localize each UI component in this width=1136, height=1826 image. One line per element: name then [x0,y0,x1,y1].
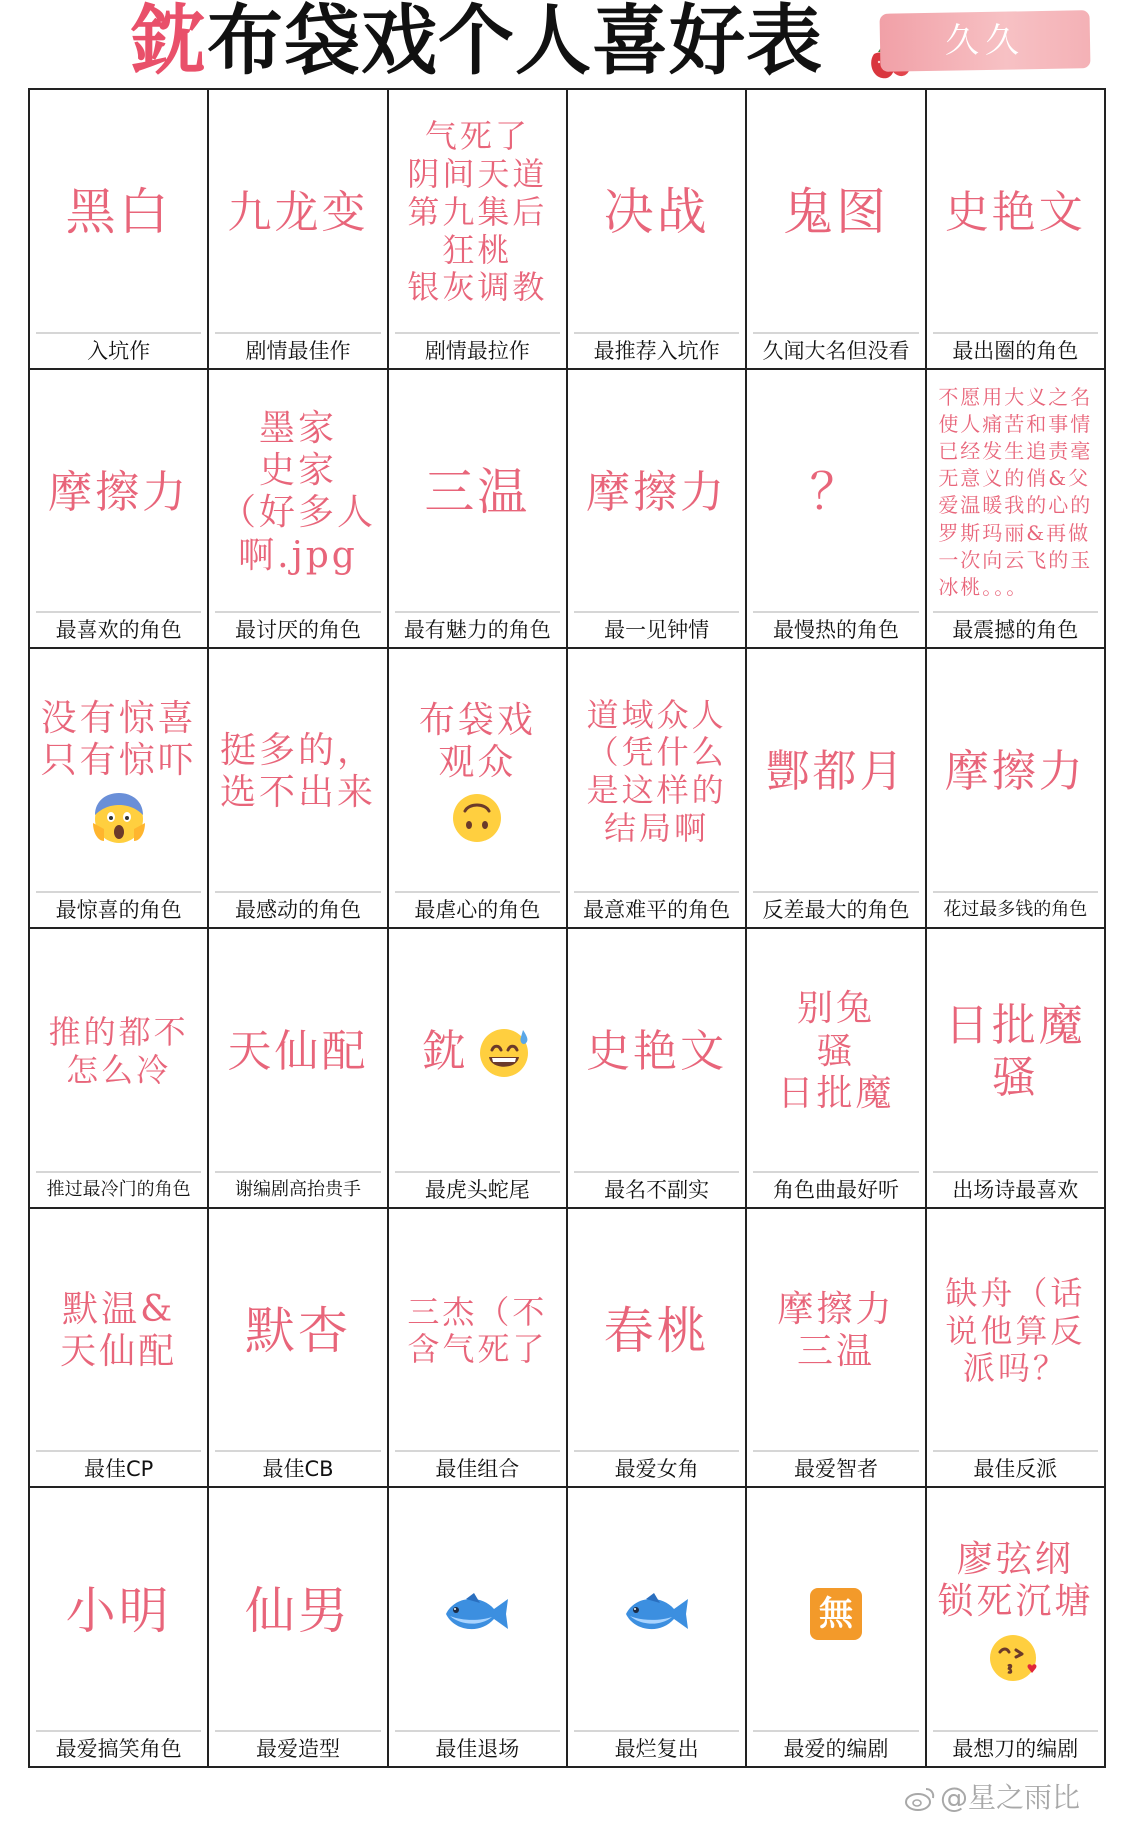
grid-cell [389,1488,568,1768]
cell-answer: 史艳文 [586,1025,728,1077]
cell-answer: 决战 [603,183,710,242]
grid-cell [747,649,926,929]
cell-label: 最有魅力的角色 [395,611,560,647]
cell-answer-area [747,1209,924,1451]
cell-answer-area [30,370,207,612]
cell-answer-area [927,1488,1104,1730]
cell-answer-area [747,929,924,1171]
cell-label: 最震撼的角色 [933,611,1098,647]
grid-cell [389,929,568,1209]
grid-cell [209,929,388,1209]
cell-answer-area [209,1488,386,1730]
page-title [130,0,823,86]
cell-answer-area [568,649,745,891]
cell-answer: 春桃 [603,1301,710,1360]
cell-label: 花过最多钱的角色 [933,891,1098,927]
watermark: @星之雨比 [940,1781,1081,1814]
title-highlight: 鈂 [130,0,207,85]
cell-answer: ？ [809,462,863,521]
grid-cell [927,1209,1106,1489]
cell-label: 最想刀的编剧 [933,1730,1098,1766]
cell-answer-area [927,370,1104,612]
cell-answer-area [747,1488,924,1730]
cell-answer: 鈂 [421,1025,469,1077]
mu-button-text: 無 [810,1588,862,1640]
grid-cell [30,1488,209,1768]
cell-answer: 默温& 天仙配 [60,1289,178,1373]
cell-label: 最虎头蛇尾 [395,1171,560,1207]
author-tag: 久久 [945,21,1025,61]
cell-answer-area [209,1209,386,1451]
grid-cell [927,370,1106,650]
scream-emoji [90,789,148,847]
cell-answer: 黑白 [65,183,172,242]
grid-cell [389,1209,568,1489]
grid-cell [30,1209,209,1489]
cell-answer-area [389,1209,566,1451]
cell-answer: 史艳文 [944,186,1086,238]
grid-cell [747,1488,926,1768]
grid-cell [747,929,926,1209]
upside-down-face-emoji [450,791,504,845]
cell-answer-area [568,1488,745,1730]
cell-answer-area [209,90,386,332]
grid-cell [568,370,747,650]
sweat-smile-emoji [477,1024,533,1080]
cell-answer: 仙男 [244,1581,351,1640]
grid-cell [747,90,926,370]
cell-answer-area [30,1488,207,1730]
cell-answer: 气死了 阴间天道 第九集后 狂桃 银灰调教 [407,117,548,307]
grid-cell [30,929,209,1209]
cell-answer-area [209,370,386,612]
grid-cell [209,1488,388,1768]
cell-answer: 没有惊喜 只有惊吓 [40,697,197,782]
fish-emoji [620,1589,694,1639]
cell-label: 最惊喜的角色 [36,891,201,927]
cell-answer-area [209,929,386,1171]
cell-label: 最佳CB [215,1450,380,1486]
preference-grid [28,88,1106,1768]
grid-cell [927,1488,1106,1768]
cell-answer-area [389,649,566,891]
weibo-icon [904,1786,936,1812]
grid-cell [389,649,568,929]
cell-answer-area [30,929,207,1171]
cell-answer: 九龙变 [227,186,369,238]
cell-answer: 日批魔 骚 [944,999,1086,1103]
cell-answer: 缺舟（话 说他算反 派吗？ [945,1273,1086,1388]
cell-answer: 廖弦纲 锁死沉塘 [937,1538,1094,1623]
cell-answer: 三温 [424,462,531,521]
grid-cell [209,370,388,650]
cell-label: 最佳退场 [395,1730,560,1766]
cell-answer-area [927,1209,1104,1451]
cell-answer: 别兔 骚 日批魔 [777,988,895,1115]
cell-label: 推过最冷门的角色 [36,1171,201,1207]
cell-label: 最佳组合 [395,1450,560,1486]
cell-answer: 摩擦力 [944,746,1086,798]
cell-label: 反差最大的角色 [753,891,918,927]
cell-answer-area [30,90,207,332]
cell-answer-area [389,370,566,612]
cell-label: 出场诗最喜欢 [933,1171,1098,1207]
fish-emoji [440,1589,514,1639]
cell-answer-area [30,1209,207,1451]
cell-label: 最慢热的角色 [753,611,918,647]
cell-answer-area [568,370,745,612]
cell-answer: 三杰（不 含气死了 [407,1292,548,1369]
cell-label: 最感动的角色 [215,891,380,927]
cell-answer-area [568,1209,745,1451]
grid-cell [30,90,209,370]
grid-cell [30,370,209,650]
cell-label: 最爱智者 [753,1450,918,1486]
cell-label: 谢编剧高抬贵手 [215,1171,380,1207]
cell-answer: 小明 [65,1581,172,1640]
cell-answer-area [927,929,1104,1171]
mu-button-emoji [810,1588,862,1640]
cell-answer-area [30,649,207,891]
cell-answer: 推的都不 怎么冷 [48,1013,189,1089]
cell-answer-area [927,90,1104,332]
grid-cell [927,929,1106,1209]
cell-answer-area [389,1488,566,1730]
cell-answer: 摩擦力 [48,466,190,518]
cell-answer-area [747,649,924,891]
cell-label: 最推荐入坑作 [574,332,739,368]
cell-label: 剧情最佳作 [215,332,380,368]
cell-answer-area [568,929,745,1171]
cell-label: 最爱的编剧 [753,1730,918,1766]
cell-label: 剧情最拉作 [395,332,560,368]
cell-answer: 挺多的， 选不出来 [219,729,376,814]
cell-answer: 摩擦力 [586,466,728,518]
grid-cell [568,90,747,370]
cell-answer: 布袋戏 观众 [418,699,536,784]
cell-answer-area [747,370,924,612]
cell-answer: 默杏 [244,1301,351,1360]
cell-answer: 酆都月 [765,746,907,798]
grid-cell [747,1209,926,1489]
cell-label: 最虐心的角色 [395,891,560,927]
grid-cell [747,370,926,650]
grid-cell [568,1209,747,1489]
cell-answer-area [389,90,566,332]
cell-label: 最爱女角 [574,1450,739,1486]
grid-cell [209,649,388,929]
cell-answer: 鬼图 [782,183,889,242]
cell-label: 最一见钟情 [574,611,739,647]
cell-answer: 摩擦力 三温 [777,1289,895,1373]
kissing-heart-emoji [988,1630,1042,1684]
grid-cell [209,90,388,370]
cell-label: 最名不副实 [574,1171,739,1207]
cell-answer: 天仙配 [227,1025,369,1077]
cell-label: 最喜欢的角色 [36,611,201,647]
cell-label: 最烂复出 [574,1730,739,1766]
cell-answer-area [389,929,566,1171]
grid-cell [389,370,568,650]
grid-cell [568,649,747,929]
grid-cell [389,90,568,370]
cell-label: 最出圈的角色 [933,332,1098,368]
grid-cell [927,649,1106,929]
cell-answer-area [209,649,386,891]
cell-label: 最爱搞笑角色 [36,1730,201,1766]
cell-answer-area [568,90,745,332]
cell-answer: 不愿用大义之名 使人痛苦和事情 已经发生追责毫 无意义的俏&父 爱温暖我的心的 罗斯玛丽&再做 一次向云飞的玉 冰桃。。。 [938,384,1093,600]
cell-answer-area [747,90,924,332]
header [0,0,1136,86]
cell-answer: 道域众人 （凭什么 是这样的 结局啊 [586,695,727,847]
grid-cell [568,929,747,1209]
cell-label: 最佳反派 [933,1450,1098,1486]
cell-label: 最佳CP [36,1450,201,1486]
cell-label: 久闻大名但没看 [753,332,918,368]
grid-cell [927,90,1106,370]
cell-label: 最意难平的角色 [574,891,739,927]
cell-label: 入坑作 [36,332,201,368]
grid-cell [209,1209,388,1489]
cell-answer: 墨家 史家 （好多人 啊.jpg [219,407,376,576]
cell-answer-area [927,649,1104,891]
cell-label: 角色曲最好听 [753,1171,918,1207]
grid-cell [30,649,209,929]
cell-label: 最爱造型 [215,1730,380,1766]
grid-cell [568,1488,747,1768]
title-main: 布袋戏个人喜好表 [207,0,823,85]
cell-label: 最讨厌的角色 [215,611,380,647]
